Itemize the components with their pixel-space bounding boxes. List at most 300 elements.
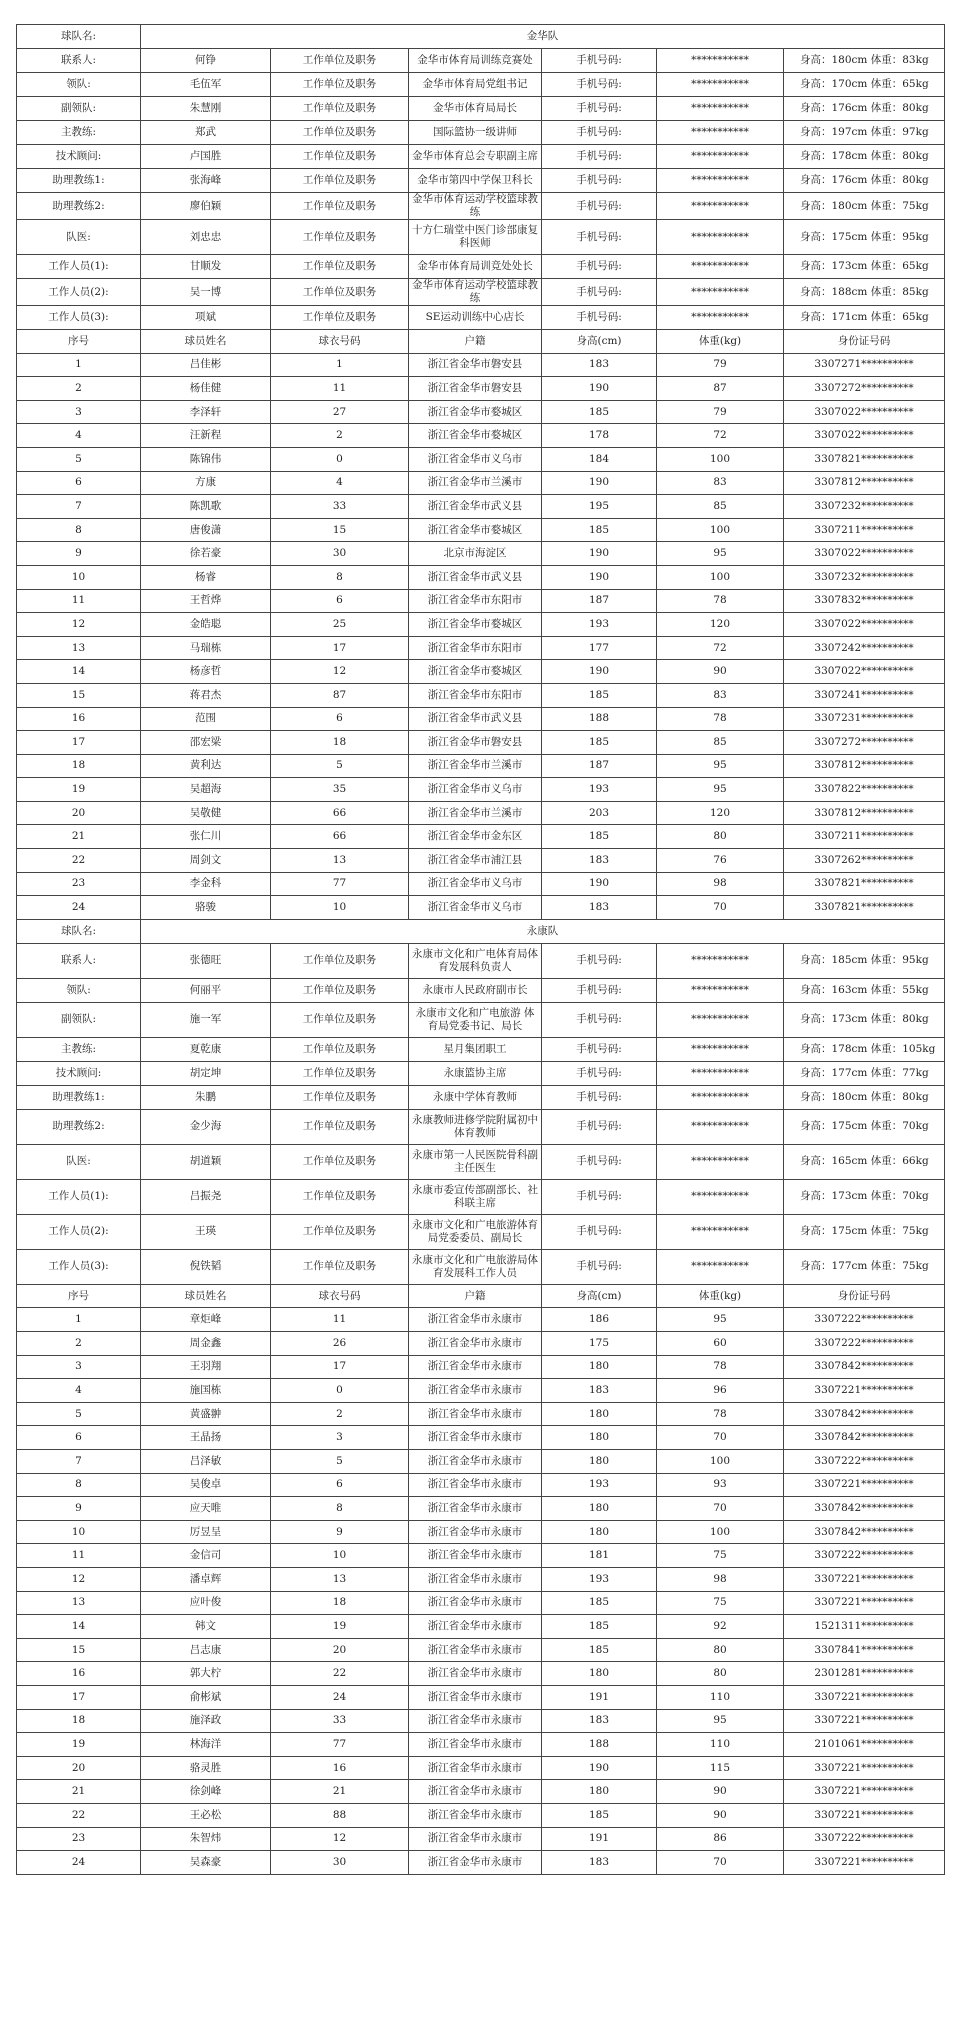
player-row	[17, 1402, 945, 1426]
player-name: 陈凯歌	[141, 495, 271, 519]
player-id-number: 3307022**********	[784, 613, 945, 637]
player-name: 俞彬斌	[141, 1685, 271, 1709]
player-name: 施泽政	[141, 1709, 271, 1733]
staff-organization: 永康市人民政府副市长	[409, 978, 542, 1002]
player-height: 193	[542, 1567, 657, 1591]
staff-position-label: 工作单位及职务	[271, 49, 409, 73]
player-number: 4	[17, 1379, 141, 1403]
player-name: 吴俊卓	[141, 1473, 271, 1497]
player-hometown: 浙江省金华市磐安县	[409, 377, 542, 401]
player-number: 13	[17, 636, 141, 660]
player-id-number: 3307821**********	[784, 872, 945, 896]
player-row	[17, 542, 945, 566]
staff-phone: ***********	[657, 279, 784, 306]
player-name: 杨睿	[141, 565, 271, 589]
jersey-number: 15	[271, 518, 409, 542]
jersey-number: 12	[271, 1827, 409, 1851]
jersey-number: 30	[271, 1851, 409, 1875]
staff-row	[17, 49, 945, 73]
player-row	[17, 1615, 945, 1639]
staff-role: 工作人员(1):	[17, 1179, 141, 1214]
staff-name: 金少海	[141, 1109, 271, 1144]
jersey-number: 11	[271, 377, 409, 401]
staff-position-label: 工作单位及职务	[271, 1249, 409, 1284]
player-name: 骆骏	[141, 896, 271, 920]
player-id-number: 3307221**********	[784, 1756, 945, 1780]
player-hometown: 浙江省金华市永康市	[409, 1662, 542, 1686]
jersey-number: 2	[271, 424, 409, 448]
staff-name: 胡道颖	[141, 1144, 271, 1179]
player-row	[17, 1544, 945, 1568]
staff-phone: ***********	[657, 1214, 784, 1249]
player-number: 6	[17, 471, 141, 495]
player-weight: 90	[657, 1780, 784, 1804]
player-weight: 120	[657, 801, 784, 825]
staff-position-label: 工作单位及职务	[271, 1179, 409, 1214]
player-height: 180	[542, 1450, 657, 1474]
player-name: 林海洋	[141, 1733, 271, 1757]
player-weight: 72	[657, 636, 784, 660]
staff-organization: 永康教师进修学院附属初中体育教师	[409, 1109, 542, 1144]
player-hometown: 浙江省金华市永康市	[409, 1402, 542, 1426]
player-hometown: 浙江省金华市婺城区	[409, 518, 542, 542]
player-column-header: 身高(cm)	[542, 330, 657, 354]
player-column-header: 序号	[17, 330, 141, 354]
player-weight: 115	[657, 1756, 784, 1780]
staff-phone: ***********	[657, 220, 784, 255]
player-name: 杨佳健	[141, 377, 271, 401]
staff-name: 何丽平	[141, 978, 271, 1002]
staff-role: 领队:	[17, 73, 141, 97]
jersey-number: 66	[271, 825, 409, 849]
staff-phone: ***********	[657, 1249, 784, 1284]
player-height: 191	[542, 1685, 657, 1709]
player-id-number: 3307821**********	[784, 447, 945, 471]
staff-phone: ***********	[657, 306, 784, 330]
player-hometown: 浙江省金华市义乌市	[409, 872, 542, 896]
staff-position-label: 工作单位及职务	[271, 220, 409, 255]
player-height: 183	[542, 1709, 657, 1733]
player-hometown: 浙江省金华市婺城区	[409, 400, 542, 424]
player-number: 8	[17, 1473, 141, 1497]
staff-role: 联系人:	[17, 49, 141, 73]
player-id-number: 3307211**********	[784, 825, 945, 849]
player-weight: 80	[657, 1662, 784, 1686]
staff-phone: ***********	[657, 255, 784, 279]
player-number: 12	[17, 1567, 141, 1591]
staff-phone: ***********	[657, 193, 784, 220]
player-height: 190	[542, 660, 657, 684]
player-weight: 98	[657, 872, 784, 896]
staff-phone: ***********	[657, 73, 784, 97]
staff-organization: 金华市体育局局长	[409, 97, 542, 121]
player-id-number: 3307221**********	[784, 1780, 945, 1804]
player-height: 185	[542, 1591, 657, 1615]
staff-phone: ***********	[657, 1144, 784, 1179]
jersey-number: 26	[271, 1332, 409, 1356]
player-column-header: 身高(cm)	[542, 1284, 657, 1308]
staff-row	[17, 121, 945, 145]
player-height: 190	[542, 1756, 657, 1780]
staff-height-weight: 身高：165cm 体重：66kg	[784, 1144, 945, 1179]
player-row	[17, 872, 945, 896]
player-name: 王羽翔	[141, 1355, 271, 1379]
player-hometown: 浙江省金华市永康市	[409, 1638, 542, 1662]
player-height: 180	[542, 1780, 657, 1804]
player-weight: 85	[657, 731, 784, 755]
staff-phone: ***********	[657, 1002, 784, 1037]
staff-row	[17, 978, 945, 1002]
player-name: 杨彦哲	[141, 660, 271, 684]
staff-phone: ***********	[657, 1061, 784, 1085]
player-id-number: 3307232**********	[784, 495, 945, 519]
staff-height-weight: 身高：188cm 体重：85kg	[784, 279, 945, 306]
jersey-number: 20	[271, 1638, 409, 1662]
staff-phone: ***********	[657, 97, 784, 121]
staff-name: 吕振尧	[141, 1179, 271, 1214]
staff-position-label: 工作单位及职务	[271, 73, 409, 97]
player-number: 1	[17, 1308, 141, 1332]
staff-phone-label: 手机号码:	[542, 1061, 657, 1085]
player-name: 吴敬健	[141, 801, 271, 825]
staff-row	[17, 1109, 945, 1144]
player-weight: 75	[657, 1544, 784, 1568]
player-hometown: 浙江省金华市永康市	[409, 1780, 542, 1804]
player-id-number: 3307022**********	[784, 400, 945, 424]
player-id-number: 3307221**********	[784, 1567, 945, 1591]
jersey-number: 6	[271, 1473, 409, 1497]
player-row	[17, 447, 945, 471]
staff-role: 助理教练1:	[17, 169, 141, 193]
player-id-number: 3307022**********	[784, 542, 945, 566]
player-number: 1	[17, 353, 141, 377]
player-id-number: 3307231**********	[784, 707, 945, 731]
player-number: 13	[17, 1591, 141, 1615]
staff-phone-label: 手机号码:	[542, 1179, 657, 1214]
player-height: 188	[542, 707, 657, 731]
jersey-number: 4	[271, 471, 409, 495]
player-hometown: 浙江省金华市永康市	[409, 1709, 542, 1733]
player-hometown: 浙江省金华市义乌市	[409, 778, 542, 802]
staff-role: 副领队:	[17, 97, 141, 121]
player-header-row	[17, 330, 945, 354]
player-hometown: 浙江省金华市磐安县	[409, 353, 542, 377]
player-column-header: 身份证号码	[784, 1284, 945, 1308]
staff-organization: 金华市体育总会专职副主席	[409, 145, 542, 169]
staff-row	[17, 145, 945, 169]
player-row	[17, 613, 945, 637]
staff-organization: 永康市文化和广电旅游体育局党委委员、副局长	[409, 1214, 542, 1249]
player-weight: 78	[657, 589, 784, 613]
staff-row	[17, 1037, 945, 1061]
player-number: 10	[17, 1520, 141, 1544]
jersey-number: 2	[271, 1402, 409, 1426]
player-name: 骆灵胜	[141, 1756, 271, 1780]
staff-organization: 永康篮协主席	[409, 1061, 542, 1085]
player-hometown: 浙江省金华市东阳市	[409, 683, 542, 707]
jersey-number: 27	[271, 400, 409, 424]
staff-role: 队医:	[17, 1144, 141, 1179]
staff-phone-label: 手机号码:	[542, 73, 657, 97]
staff-phone: ***********	[657, 943, 784, 978]
player-row	[17, 1756, 945, 1780]
player-hometown: 浙江省金华市东阳市	[409, 636, 542, 660]
staff-height-weight: 身高：171cm 体重：65kg	[784, 306, 945, 330]
player-weight: 78	[657, 707, 784, 731]
player-id-number: 1521311**********	[784, 1615, 945, 1639]
player-hometown: 浙江省金华市东阳市	[409, 589, 542, 613]
player-id-number: 3307812**********	[784, 754, 945, 778]
player-number: 18	[17, 1709, 141, 1733]
staff-role: 工作人员(2):	[17, 1214, 141, 1249]
staff-organization: 金华市第四中学保卫科长	[409, 169, 542, 193]
staff-height-weight: 身高：175cm 体重：70kg	[784, 1109, 945, 1144]
player-height: 187	[542, 589, 657, 613]
player-id-number: 3307222**********	[784, 1308, 945, 1332]
player-height: 185	[542, 1803, 657, 1827]
player-hometown: 浙江省金华市永康市	[409, 1520, 542, 1544]
staff-name: 朱慧刚	[141, 97, 271, 121]
player-row	[17, 801, 945, 825]
staff-role: 助理教练2:	[17, 1109, 141, 1144]
staff-phone-label: 手机号码:	[542, 1085, 657, 1109]
staff-height-weight: 身高：173cm 体重：70kg	[784, 1179, 945, 1214]
player-hometown: 浙江省金华市永康市	[409, 1685, 542, 1709]
jersey-number: 66	[271, 801, 409, 825]
player-weight: 95	[657, 1709, 784, 1733]
player-column-header: 身份证号码	[784, 330, 945, 354]
player-name: 金信司	[141, 1544, 271, 1568]
staff-height-weight: 身高：178cm 体重：105kg	[784, 1037, 945, 1061]
player-name: 吴森豪	[141, 1851, 271, 1875]
player-id-number: 2301281**********	[784, 1662, 945, 1686]
jersey-number: 30	[271, 542, 409, 566]
player-name: 吕泽敏	[141, 1450, 271, 1474]
player-id-number: 3307222**********	[784, 1827, 945, 1851]
staff-height-weight: 身高：177cm 体重：77kg	[784, 1061, 945, 1085]
staff-name: 卢国胜	[141, 145, 271, 169]
staff-name: 施一军	[141, 1002, 271, 1037]
player-name: 汪新程	[141, 424, 271, 448]
player-row	[17, 1662, 945, 1686]
jersey-number: 33	[271, 1709, 409, 1733]
player-id-number: 3307262**********	[784, 849, 945, 873]
player-row	[17, 1520, 945, 1544]
team-name: 金华队	[141, 25, 945, 49]
player-height: 185	[542, 683, 657, 707]
jersey-number: 10	[271, 896, 409, 920]
player-name: 金皓聪	[141, 613, 271, 637]
staff-organization: 金华市体育运动学校篮球教练	[409, 193, 542, 220]
player-name: 马瑞栋	[141, 636, 271, 660]
staff-organization: 永康市文化和广电旅游 体育局党委书记、局长	[409, 1002, 542, 1037]
player-number: 14	[17, 660, 141, 684]
staff-phone-label: 手机号码:	[542, 1214, 657, 1249]
player-number: 11	[17, 589, 141, 613]
player-column-header: 球衣号码	[271, 1284, 409, 1308]
jersey-number: 3	[271, 1426, 409, 1450]
staff-position-label: 工作单位及职务	[271, 193, 409, 220]
player-id-number: 3307232**********	[784, 565, 945, 589]
player-id-number: 3307842**********	[784, 1497, 945, 1521]
staff-height-weight: 身高：180cm 体重：75kg	[784, 193, 945, 220]
player-row	[17, 1780, 945, 1804]
player-weight: 83	[657, 471, 784, 495]
staff-phone-label: 手机号码:	[542, 279, 657, 306]
player-id-number: 3307222**********	[784, 1450, 945, 1474]
player-hometown: 浙江省金华市磐安县	[409, 731, 542, 755]
staff-position-label: 工作单位及职务	[271, 943, 409, 978]
player-hometown: 浙江省金华市永康市	[409, 1827, 542, 1851]
player-height: 183	[542, 849, 657, 873]
staff-phone: ***********	[657, 145, 784, 169]
staff-organization: 金华市体育局党组书记	[409, 73, 542, 97]
player-hometown: 浙江省金华市永康市	[409, 1803, 542, 1827]
player-id-number: 3307211**********	[784, 518, 945, 542]
player-weight: 70	[657, 1851, 784, 1875]
jersey-number: 8	[271, 1497, 409, 1521]
player-hometown: 浙江省金华市永康市	[409, 1332, 542, 1356]
player-row	[17, 1685, 945, 1709]
player-height: 195	[542, 495, 657, 519]
staff-organization: 永康市委宣传部副部长、社科联主席	[409, 1179, 542, 1214]
jersey-number: 17	[271, 1355, 409, 1379]
player-weight: 78	[657, 1402, 784, 1426]
player-hometown: 浙江省金华市武义县	[409, 495, 542, 519]
player-weight: 110	[657, 1733, 784, 1757]
player-row	[17, 1733, 945, 1757]
player-number: 21	[17, 1780, 141, 1804]
player-row	[17, 1709, 945, 1733]
jersey-number: 16	[271, 1756, 409, 1780]
staff-position-label: 工作单位及职务	[271, 1037, 409, 1061]
player-row	[17, 778, 945, 802]
player-weight: 96	[657, 1379, 784, 1403]
staff-role: 队医:	[17, 220, 141, 255]
jersey-number: 10	[271, 1544, 409, 1568]
jersey-number: 88	[271, 1803, 409, 1827]
player-height: 193	[542, 613, 657, 637]
staff-phone: ***********	[657, 1179, 784, 1214]
player-height: 185	[542, 731, 657, 755]
player-weight: 86	[657, 1827, 784, 1851]
player-weight: 100	[657, 1520, 784, 1544]
player-hometown: 浙江省金华市永康市	[409, 1355, 542, 1379]
player-id-number: 3307221**********	[784, 1379, 945, 1403]
player-hometown: 浙江省金华市永康市	[409, 1426, 542, 1450]
player-id-number: 3307221**********	[784, 1685, 945, 1709]
player-number: 22	[17, 849, 141, 873]
staff-phone: ***********	[657, 1109, 784, 1144]
staff-phone-label: 手机号码:	[542, 169, 657, 193]
staff-height-weight: 身高：170cm 体重：65kg	[784, 73, 945, 97]
player-hometown: 浙江省金华市永康市	[409, 1615, 542, 1639]
player-hometown: 浙江省金华市永康市	[409, 1567, 542, 1591]
staff-organization: 永康市第一人民医院骨科副主任医生	[409, 1144, 542, 1179]
staff-row	[17, 1214, 945, 1249]
player-number: 23	[17, 872, 141, 896]
player-height: 183	[542, 896, 657, 920]
team-header-row	[17, 25, 945, 49]
player-hometown: 浙江省金华市武义县	[409, 707, 542, 731]
player-hometown: 浙江省金华市婺城区	[409, 613, 542, 637]
jersey-number: 77	[271, 1733, 409, 1757]
staff-height-weight: 身高：178cm 体重：80kg	[784, 145, 945, 169]
staff-height-weight: 身高：163cm 体重：55kg	[784, 978, 945, 1002]
staff-height-weight: 身高：173cm 体重：65kg	[784, 255, 945, 279]
staff-phone-label: 手机号码:	[542, 121, 657, 145]
staff-name: 吴一博	[141, 279, 271, 306]
player-row	[17, 1851, 945, 1875]
player-hometown: 浙江省金华市兰溪市	[409, 801, 542, 825]
jersey-number: 87	[271, 683, 409, 707]
player-height: 180	[542, 1497, 657, 1521]
player-name: 徐剑峰	[141, 1780, 271, 1804]
staff-position-label: 工作单位及职务	[271, 121, 409, 145]
player-name: 应叶俊	[141, 1591, 271, 1615]
player-hometown: 浙江省金华市永康市	[409, 1756, 542, 1780]
staff-row	[17, 1179, 945, 1214]
jersey-number: 22	[271, 1662, 409, 1686]
player-name: 黄盛翀	[141, 1402, 271, 1426]
staff-name: 张德旺	[141, 943, 271, 978]
staff-height-weight: 身高：180cm 体重：83kg	[784, 49, 945, 73]
player-id-number: 3307221**********	[784, 1709, 945, 1733]
player-id-number: 3307812**********	[784, 471, 945, 495]
staff-position-label: 工作单位及职务	[271, 306, 409, 330]
staff-phone-label: 手机号码:	[542, 1109, 657, 1144]
staff-row	[17, 943, 945, 978]
staff-phone: ***********	[657, 121, 784, 145]
staff-row	[17, 1002, 945, 1037]
player-id-number: 3307222**********	[784, 1332, 945, 1356]
player-column-header: 球员姓名	[141, 1284, 271, 1308]
player-height: 185	[542, 518, 657, 542]
staff-position-label: 工作单位及职务	[271, 1002, 409, 1037]
player-hometown: 浙江省金华市兰溪市	[409, 754, 542, 778]
staff-organization: 星月集团职工	[409, 1037, 542, 1061]
player-number: 24	[17, 1851, 141, 1875]
jersey-number: 17	[271, 636, 409, 660]
player-name: 吕志康	[141, 1638, 271, 1662]
staff-height-weight: 身高：197cm 体重：97kg	[784, 121, 945, 145]
staff-position-label: 工作单位及职务	[271, 169, 409, 193]
player-id-number: 2101061**********	[784, 1733, 945, 1757]
player-hometown: 浙江省金华市义乌市	[409, 447, 542, 471]
player-number: 19	[17, 778, 141, 802]
staff-organization: 永康市文化和广电体育局体育发展科负责人	[409, 943, 542, 978]
staff-organization: SE运动训练中心店长	[409, 306, 542, 330]
staff-phone-label: 手机号码:	[542, 943, 657, 978]
staff-role: 主教练:	[17, 1037, 141, 1061]
player-weight: 90	[657, 1803, 784, 1827]
jersey-number: 5	[271, 1450, 409, 1474]
player-name: 章炬峰	[141, 1308, 271, 1332]
staff-row	[17, 1061, 945, 1085]
player-hometown: 浙江省金华市金东区	[409, 825, 542, 849]
staff-phone-label: 手机号码:	[542, 978, 657, 1002]
player-id-number: 3307221**********	[784, 1591, 945, 1615]
player-row	[17, 377, 945, 401]
player-name: 张仁川	[141, 825, 271, 849]
player-height: 185	[542, 1615, 657, 1639]
player-height: 180	[542, 1355, 657, 1379]
player-number: 3	[17, 400, 141, 424]
player-height: 184	[542, 447, 657, 471]
player-number: 2	[17, 377, 141, 401]
player-weight: 92	[657, 1615, 784, 1639]
staff-row	[17, 279, 945, 306]
